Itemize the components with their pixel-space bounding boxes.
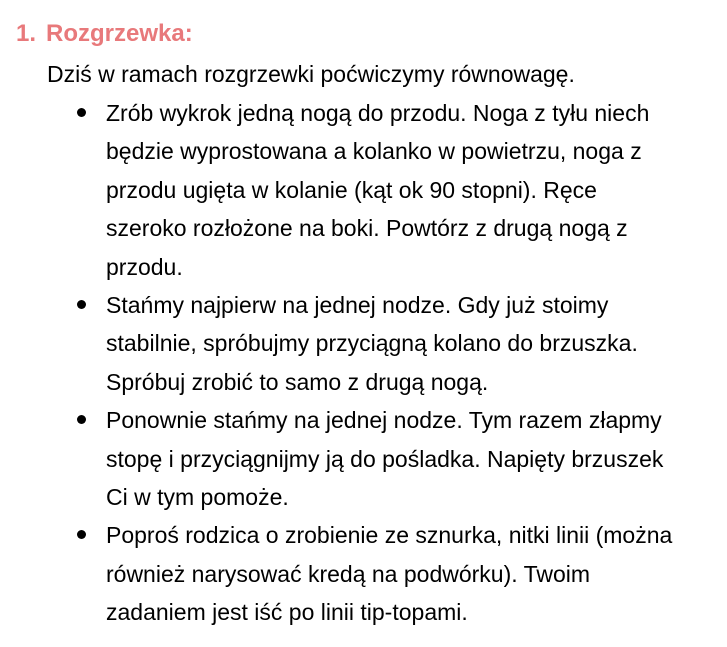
list-item [0,286,727,401]
list-item [0,516,727,631]
item-line: zadaniem jest iść po linii tip-topami. [106,599,468,626]
item-line: Stańmy najpierw na jednej nodze. Gdy już stoimy [106,292,609,319]
item-line: Zrób wykrok jedną nogą do przodu. Noga z tyłu niech [106,100,650,126]
item-line: stopę i przyciągnijmy ją do pośladka. Napięty brzuszek [106,445,664,472]
list-item [0,94,727,286]
bullet-icon [77,300,86,309]
item-line: będzie wyprostowana a kolanko w powietrzu, noga z [106,138,642,165]
bullet-icon [77,108,86,117]
list-item [0,401,727,516]
bullet-icon [77,530,86,539]
item-line: Poproś rodzica o zrobienie ze sznurka, nitki linii (można [106,522,673,549]
item-line: Ci w tym pomoże. [106,484,289,511]
item-line: Ponownie stańmy na jednej nodze. Tym razem złapmy [106,407,662,434]
item-line: przodu. [106,253,183,280]
section-intro: Dziś w ramach rozgrzewki poćwiczymy równowagę. [47,61,575,87]
section-title: Rozgrzewka: [46,20,193,47]
section-heading [16,18,193,50]
item-line: szeroko rozłożone na boki. Powtórz z drugą nogą z [106,215,628,242]
item-line: również narysować kredą na podwórku). Twoim [106,560,591,587]
exercise-list [0,94,727,632]
item-line: stabilnie, spróbujmy przyciągną kolano do brzuszka. [106,330,638,357]
item-line: Spróbuj zrobić to samo z drugą nogą. [106,368,489,395]
bullet-icon [77,415,86,424]
item-line: przodu ugięta w kolanie (kąt ok 90 stopni). Ręce [106,176,597,203]
section-number: 1. [16,20,37,47]
